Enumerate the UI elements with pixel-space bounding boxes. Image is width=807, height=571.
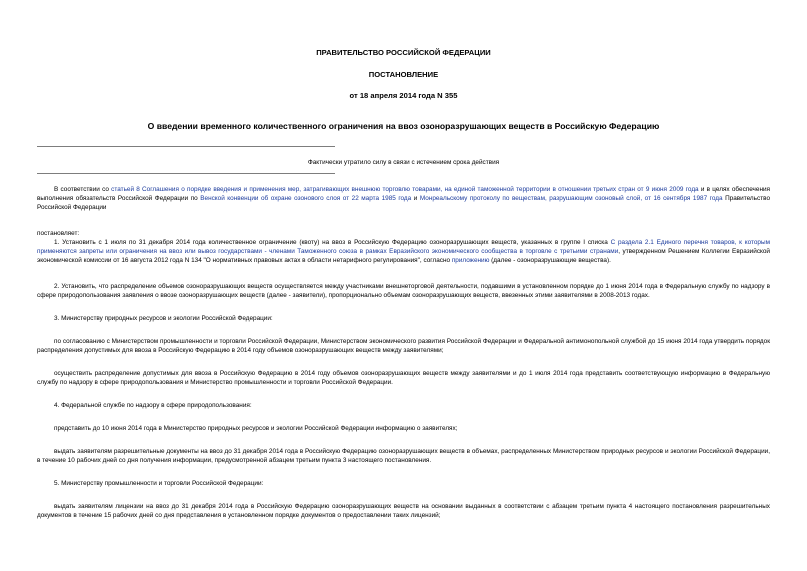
date-number-heading: от 18 апреля 2014 года N 355 xyxy=(349,91,458,100)
item-2-paragraph: 2. Установить, что распределение объемов озоноразрушающих веществ осуществляется между участниками внешнеторговой деятельности, подавшими в установленном порядке до 1 июня 2014 года в Федеральную службу по надзору в сфере природопользования заявления о ввозе озоноразрушающих веществ (далее - заявители), пропорционально объемам озоноразрушающих веществ, ввезенных этими заявителями в 2008-2013 годах. xyxy=(37,283,770,299)
item-1-text-1: 1. Установить с 1 июля по 31 декабря 2014 года количественное ограничение (квоту) на ввоз в Российскую Федерацию озоноразрушающих веществ, указанных в группе I списка xyxy=(54,239,611,246)
item-3-clause-a: по согласованию с Министерством промышленности и торговли Российской Федерации, Министерством экономического развития Российской Федерации и Федеральной антимонопольной службой до 15 июня 2014 года утвердить порядок распределения допустимых для ввоза в Российскую Федерацию в 2014 году объемов озоноразрушающих веществ между заявителями; xyxy=(37,338,770,354)
government-heading: ПРАВИТЕЛЬСТВО РОССИЙСКОЙ ФЕДЕРАЦИИ xyxy=(316,48,491,57)
item-4-clause-a: представить до 10 июня 2014 года в Министерство природных ресурсов и экологии Российской Федерации информацию о заявителях; xyxy=(54,425,458,432)
preamble-text-4: Правительство Российской Федерации xyxy=(37,195,770,211)
item-5-clause-a: выдать заявителям лицензии на ввоз до 31 декабря 2014 года в Российскую Федерацию озоноразрушающих веществ на основании выданных в соответствии с абзацем третьим пункта 4 настоящего постановления разрешительных документов в течение 15 рабочих дней со дня представления в установленном порядке документов о предоставлении таких лицензий; xyxy=(37,503,770,519)
preamble-text-3: и xyxy=(411,195,420,202)
resolves-line: постановляет: xyxy=(37,230,80,237)
top-divider xyxy=(37,146,335,147)
item-4-clause-b: выдать заявителям разрешительные документы на ввоз до 31 декабря 2014 года в Российскую Федерацию озоноразрушающих веществ в объемах, распределенных Министерством природных ресурсов и экологии Российской Федерации, в течение 10 рабочих дней со дня получения информации, предусмотренной абзацем третьим пункта 3 настоящего постановления. xyxy=(37,448,770,464)
vienna-convention-link[interactable]: Венской конвенции об охране озонового слоя от 22 марта 1985 года xyxy=(200,195,412,202)
document-title: О введении временного количественного ограничения на ввоз озоноразрушающих веществ в Российскую Федерацию xyxy=(147,121,660,131)
preamble-paragraph xyxy=(37,185,770,212)
preamble-text-2: и в целях обеспечения выполнения обязательств Российской Федерации по xyxy=(37,186,771,202)
document-body xyxy=(37,185,770,520)
item-4-lead: 4. Федеральной службе по надзору в сфере природопользования: xyxy=(54,402,252,409)
item-3-lead: 3. Министерству природных ресурсов и экологии Российской Федерации: xyxy=(54,315,273,322)
document-type-heading: ПОСТАНОВЛЕНИЕ xyxy=(368,70,439,79)
preamble-text-1: В соответствии со xyxy=(54,186,112,193)
appendix-link[interactable]: приложению xyxy=(451,257,490,264)
agreement-link[interactable]: статьей 8 Соглашения о порядке введения и применения мер, затрагивающих внешнюю торговлю товарами, на единой таможенной территории в отношении третьих стран от 9 июня 2009 года xyxy=(111,186,699,193)
status-note: Фактически утратило силу в связи с истечением срока действия xyxy=(307,159,500,166)
item-3-clause-b: осуществить распределение допустимых для ввоза в Российскую Федерацию в 2014 году объемов озоноразрушающих веществ между заявителями и до 1 июля 2014 года представить соответствующую информацию в Федеральную службу по надзору в сфере природопользования и Министерство промышленности и торговли Российской Федерации. xyxy=(37,370,770,386)
item-1-text-3: (далее - озоноразрушающие вещества). xyxy=(489,257,611,264)
item-5-lead: 5. Министерству промышленности и торговли Российской Федерации: xyxy=(54,480,264,487)
item-1-paragraph xyxy=(37,238,770,265)
bottom-divider xyxy=(37,173,335,174)
unified-list-link[interactable]: C раздела 2.1 Единого перечня товаров, к которым применяются запреты или ограничения на ввоз или вывоз государствами - членами Таможенного союза в рамках Евразийского экономического сообщества в торговле с третьими странами xyxy=(37,239,770,255)
item-1-text-2: , утвержденном Решением Коллегии Евразийской экономической комиссии от 16 августа 2012 года N 134 "О нормативных правовых актах в области нетарифного регулирования", согласно xyxy=(37,248,771,264)
montreal-protocol-link[interactable]: Монреальскому протоколу по веществам, разрушающим озоновый слой, от 16 сентября 1987 года xyxy=(419,195,723,202)
